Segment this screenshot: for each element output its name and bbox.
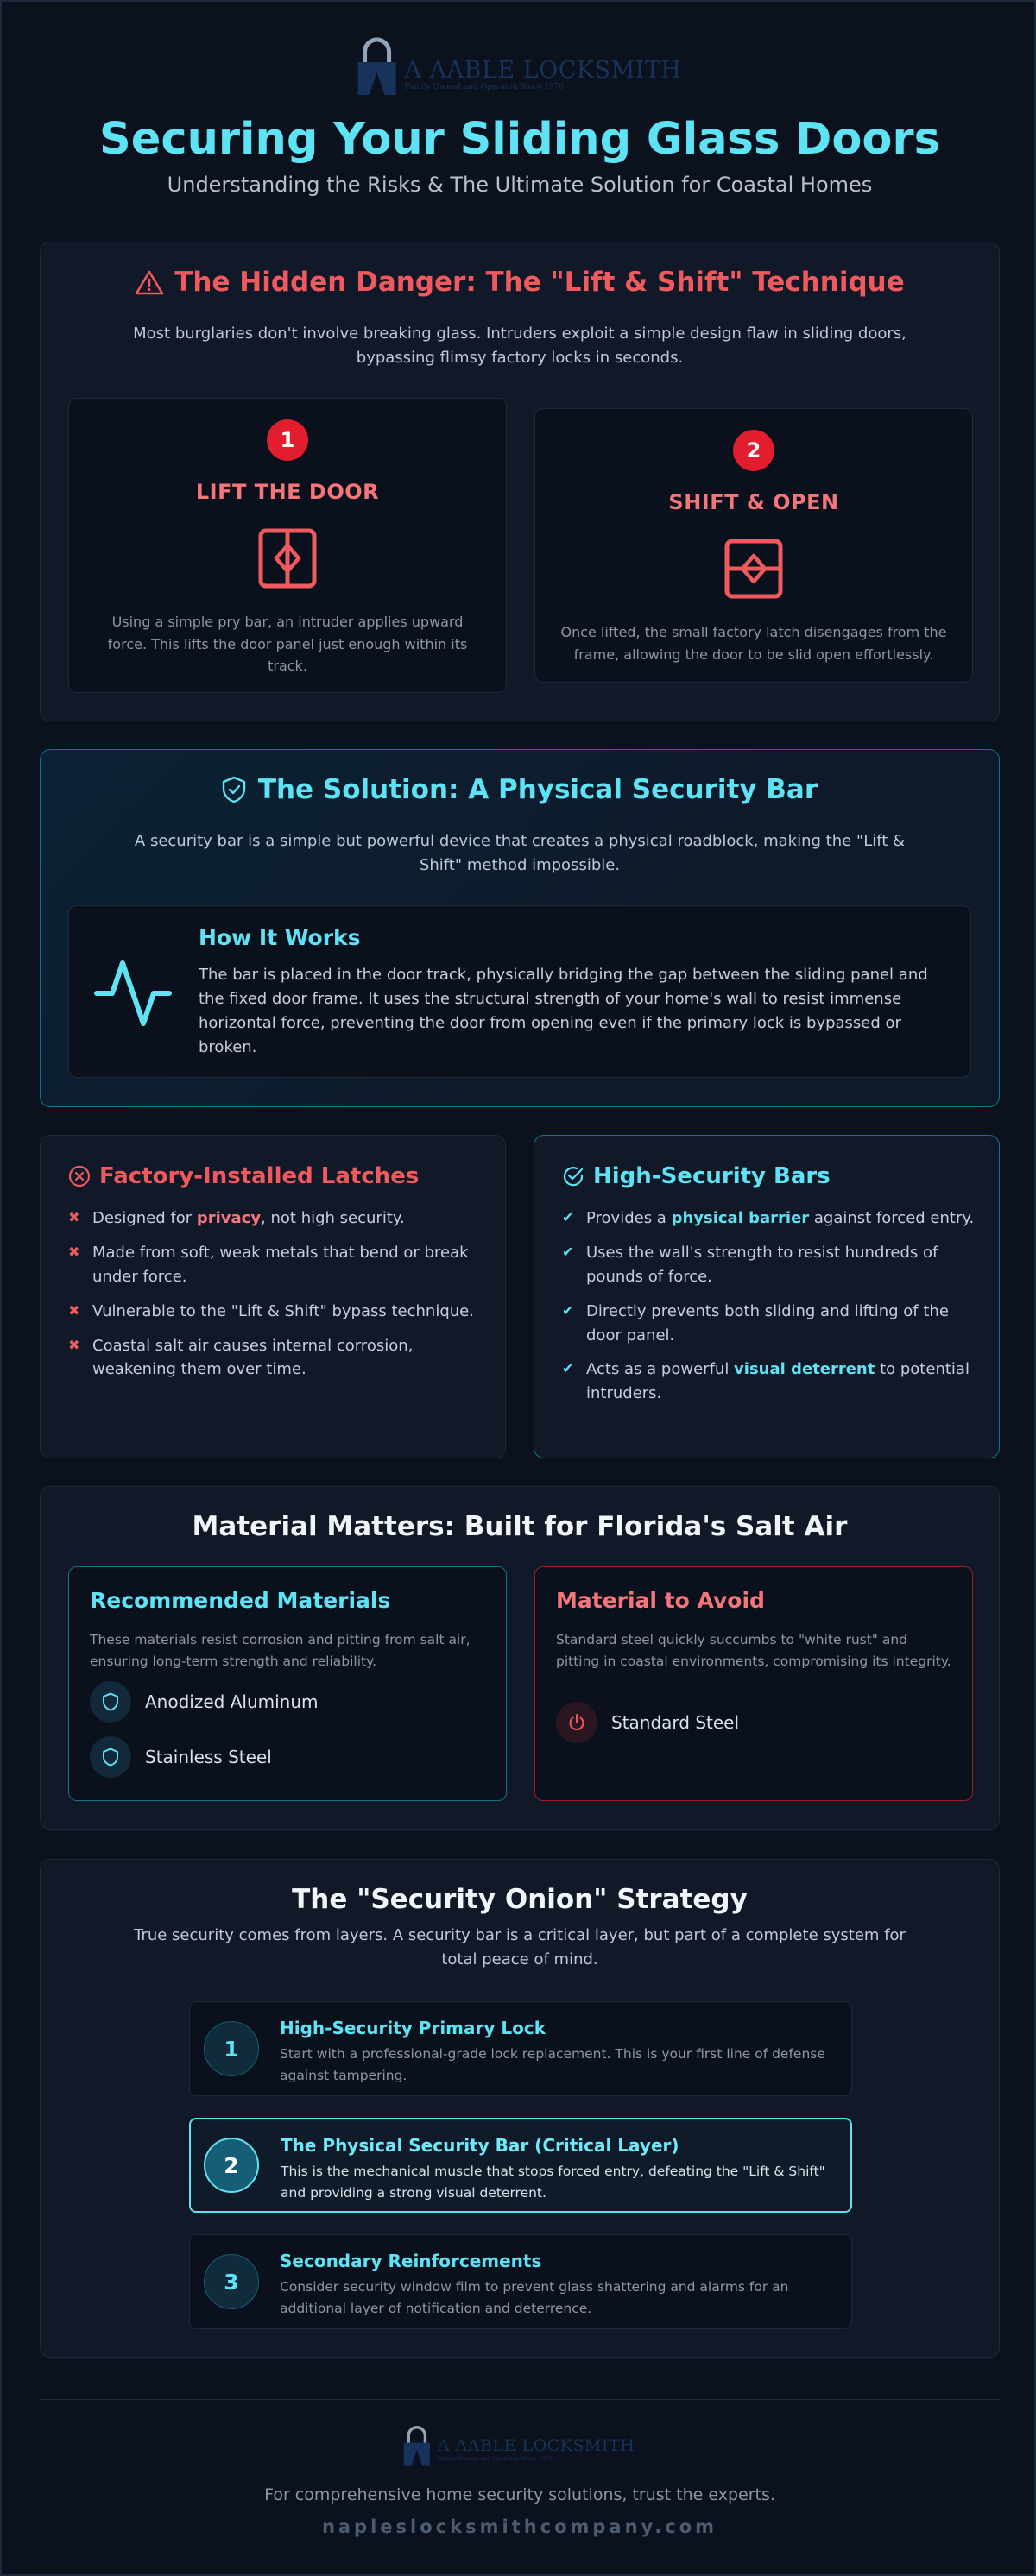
layer-text: This is the mechanical muscle that stops forced entry, defeating the "Lift & Shift" and providing a strong visual deterrent. [281,2163,825,2201]
brand-tagline: Family Owned and Operated Since 1976 [404,83,565,91]
check-circle-icon [562,1165,584,1187]
layer-card [189,2234,852,2329]
layer-number-badge: 1 [204,2021,259,2076]
solution-section [40,749,1000,1107]
checkmark-icon: ✔ [562,1243,574,1260]
padlock-icon [401,2425,433,2466]
how-it-works-title: How It Works [199,925,361,950]
page-title: Securing Your Sliding Glass Doors [99,114,940,165]
step-card-lift [68,398,507,693]
door-shift-icon [724,539,783,599]
security-onion-title: The "Security Onion" Strategy [292,1884,748,1915]
danger-section [40,242,1000,721]
page-subtitle: Understanding the Risks & The Ultimate Solution for Coastal Homes [167,173,873,197]
x-circle-icon [68,1165,91,1187]
material-name: Stainless Steel [145,1747,272,1767]
padlock-icon [355,36,400,97]
step-description: Once lifted, the small factory latch disengages from the frame, allowing the door to be slid open effortlessly. [560,624,947,663]
power-icon [556,1702,597,1743]
material-item [556,1702,739,1743]
checkmark-icon: ✔ [562,1360,574,1377]
material-name: Anodized Aluminum [145,1691,319,1712]
recommended-materials-card [68,1566,507,1801]
layer-text: Consider security window film to prevent glass shattering and alarms for an additional layer of notification and deterrence. [280,2279,789,2316]
x-mark-icon: ✖ [68,1301,80,1319]
solution-intro: A security bar is a simple but powerful device that creates a physical roadblock, making the "Lift & Shift" method impossible. [134,832,906,874]
security-bars-card [534,1135,1000,1458]
layer-card [189,2001,852,2096]
footer-url[interactable]: napleslocksmithcompany.com [321,2516,718,2537]
solution-heading [41,774,999,805]
footer-divider [40,2399,1000,2400]
security-bars-title: High-Security Bars [593,1163,831,1189]
layer-number-badge: 2 [204,2138,259,2193]
material-item [90,1681,319,1723]
material-name: Standard Steel [611,1712,740,1733]
factory-latches-title: Factory-Installed Latches [99,1163,420,1189]
layer-card-critical [189,2118,852,2213]
brand-name: A AABLE LOCKSMITH [404,57,682,84]
recommended-materials-text: These materials resist corrosion and pitting from salt air, ensuring long-term strength and reliability. [90,1632,471,1669]
list-item: ✔ Provides a physical barrier against forced entry. [562,1209,975,1227]
danger-title: The Hidden Danger: The "Lift & Shift" Technique [174,267,905,298]
danger-heading [41,267,999,298]
solution-title: The Solution: A Physical Security Bar [257,774,818,805]
x-mark-icon: ✖ [68,1336,80,1353]
brand-name: A AABLE LOCKSMITH [437,2435,635,2455]
shield-icon [90,1736,131,1778]
layer-text: Start with a professional-grade lock replacement. This is your first line of defense against tampering. [280,2046,825,2083]
material-to-avoid-card [534,1566,973,1801]
factory-latches-card [40,1135,506,1458]
x-mark-icon: ✖ [68,1209,80,1225]
footer-logo [401,2425,635,2466]
list-item: ✖ Made from soft, weak metals that bend or break under force. [68,1243,469,1286]
factory-latches-heading [68,1163,419,1189]
shield-check-icon [222,776,246,803]
warning-icon [135,269,164,295]
factory-latches-list [68,1206,483,1392]
step-number-badge: 1 [267,419,308,461]
danger-intro: Most burglaries don't involve breaking glass. Intruders exploit a simple design flaw in sliding doors, bypassing flimsy factory locks in seconds. [133,324,906,367]
list-item: ✖ Vulnerable to the "Lift & Shift" bypass technique. [68,1301,474,1320]
materials-section [40,1486,1000,1830]
shield-icon [90,1681,131,1723]
door-lift-icon [258,528,317,589]
security-bars-list [562,1206,976,1416]
checkmark-icon: ✔ [562,1209,574,1225]
x-mark-icon: ✖ [68,1243,80,1260]
layer-title: The Physical Security Bar (Critical Layer) [281,2135,679,2156]
security-onion-section [40,1859,1000,2358]
activity-pulse-icon [93,958,173,1029]
footer-text: For comprehensive home security solutions, trust the experts. [264,2485,775,2504]
material-item [90,1736,272,1778]
layer-title: High-Security Primary Lock [280,2018,546,2038]
brand-tagline: Family Owned and Operated Since 1976 [437,2454,553,2462]
recommended-materials-title: Recommended Materials [90,1588,391,1613]
how-it-works-text: The bar is placed in the door track, physically bridging the gap between the sliding panel and the fixed door frame. It uses the structural strength of your home's wall to resist immense horizontal force, preventing the door from opening even if the primary lock is bypassed or broken. [199,966,928,1056]
list-item: ✖ Coastal salt air causes internal corrosion, weakening them over time. [68,1336,414,1379]
security-onion-intro: True security comes from layers. A security bar is a critical layer, but part of a complete system for total peace of mind. [134,1926,906,1968]
layer-title: Secondary Reinforcements [280,2251,542,2271]
step-title: SHIFT & OPEN [668,490,839,514]
security-bars-heading [562,1163,831,1189]
list-item: ✔ Uses the wall's strength to resist hundreds of pounds of force. [562,1243,938,1286]
step-description: Using a simple pry bar, an intruder applies upward force. This lifts the door panel just enough within its track. [107,614,468,675]
layer-number-badge: 3 [204,2254,259,2309]
list-item: ✖ Designed for privacy, not high security. [68,1209,405,1227]
step-title: LIFT THE DOOR [195,480,380,504]
brand-logo [355,36,682,97]
list-item: ✔ Acts as a powerful visual deterrent to potential intruders. [562,1360,970,1403]
how-it-works-card [68,905,971,1078]
materials-title: Material Matters: Built for Florida's Salt Air [192,1511,848,1542]
step-card-shift [534,408,973,683]
material-to-avoid-text: Standard steel quickly succumbs to "white rust" and pitting in coastal environments, compromising its integrity. [556,1632,951,1669]
list-item: ✔ Directly prevents both sliding and lifting of the door panel. [562,1301,949,1345]
material-to-avoid-title: Material to Avoid [556,1588,765,1613]
step-number-badge: 2 [733,430,774,471]
checkmark-icon: ✔ [562,1301,574,1319]
